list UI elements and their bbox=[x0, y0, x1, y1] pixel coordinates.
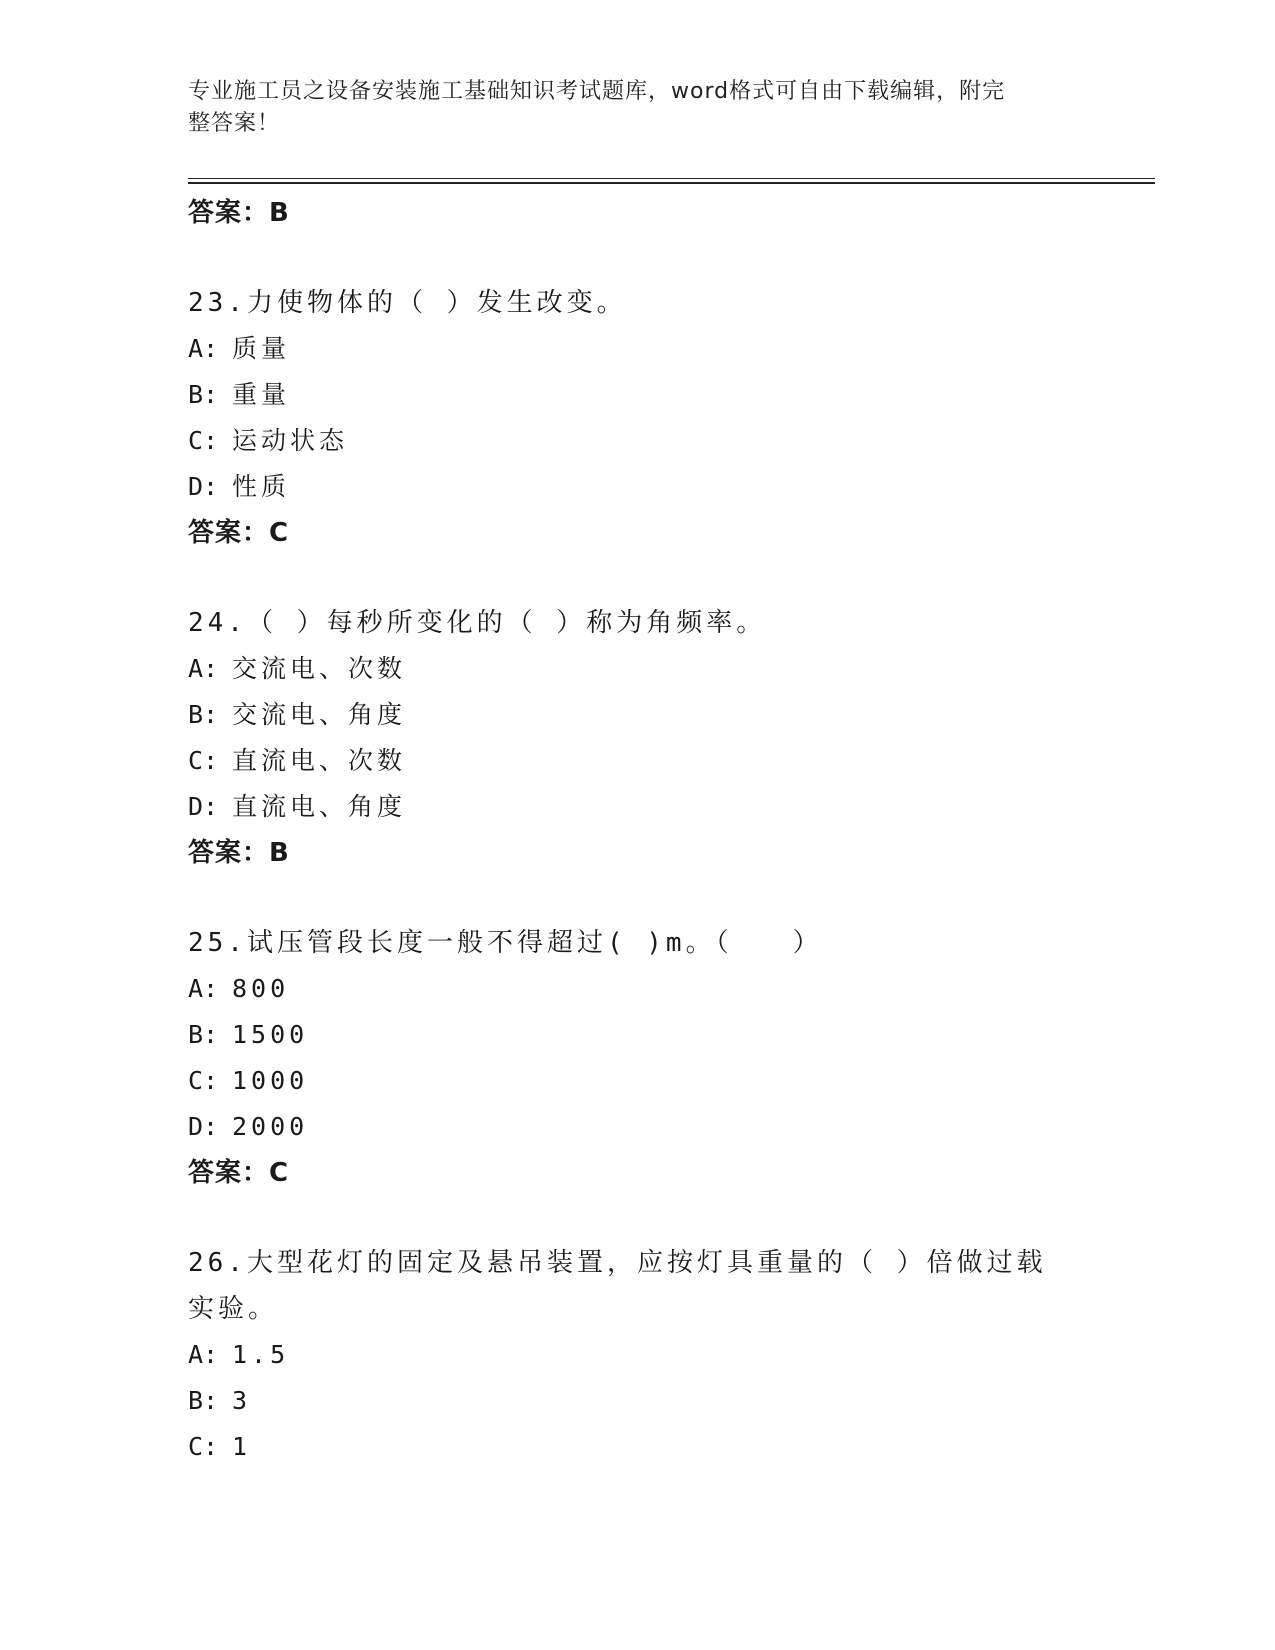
answer: 答案：C bbox=[188, 1158, 290, 1188]
option-letter: D: bbox=[188, 792, 219, 821]
header-line-2: 整答案！ bbox=[188, 111, 281, 136]
question-block bbox=[188, 920, 1088, 1196]
question-block bbox=[188, 280, 1088, 556]
answer: 答案：C bbox=[188, 518, 290, 548]
option-text: 800 bbox=[232, 974, 290, 1003]
option-text: 1.5 bbox=[232, 1340, 290, 1369]
option-letter: B: bbox=[188, 380, 219, 409]
header-divider-thick bbox=[188, 182, 1155, 184]
option-a bbox=[188, 966, 1088, 1012]
option-b bbox=[188, 372, 1088, 418]
option-a bbox=[188, 326, 1088, 372]
option-text: 重量 bbox=[232, 380, 291, 409]
option-letter: A: bbox=[188, 1340, 219, 1369]
option-c bbox=[188, 1058, 1088, 1104]
spacer bbox=[188, 876, 1088, 920]
question-text: 26.大型花灯的固定及悬吊装置，应按灯具重量的（ ）倍做过载实验。 bbox=[188, 1248, 1047, 1324]
option-letter: A: bbox=[188, 974, 219, 1003]
option-text: 交流电、次数 bbox=[232, 654, 407, 683]
option-letter: B: bbox=[188, 1020, 219, 1049]
option-text: 1 bbox=[232, 1432, 252, 1461]
question-block bbox=[188, 600, 1088, 876]
option-letter: A: bbox=[188, 334, 219, 363]
option-letter: D: bbox=[188, 1112, 219, 1141]
option-c bbox=[188, 738, 1088, 784]
option-text: 2000 bbox=[232, 1112, 309, 1141]
option-text: 1000 bbox=[232, 1066, 309, 1095]
spacer bbox=[188, 556, 1088, 600]
spacer bbox=[188, 236, 1088, 280]
question-text: 23.力使物体的（ ）发生改变。 bbox=[188, 288, 627, 318]
option-d bbox=[188, 1104, 1088, 1150]
answer: 答案：B bbox=[188, 838, 290, 868]
option-a bbox=[188, 1332, 1088, 1378]
question-text: 24.（ ）每秒所变化的（ ）称为角频率。 bbox=[188, 608, 767, 638]
option-letter: C: bbox=[188, 1432, 219, 1461]
option-letter: C: bbox=[188, 746, 219, 775]
option-letter: D: bbox=[188, 472, 219, 501]
question-list bbox=[188, 190, 1088, 1470]
option-letter: B: bbox=[188, 700, 219, 729]
header-divider-thin bbox=[188, 178, 1155, 179]
option-d bbox=[188, 464, 1088, 510]
question-text: 25.试压管段长度一般不得超过( )m。（ ） bbox=[188, 928, 823, 958]
option-b bbox=[188, 692, 1088, 738]
header-line-1: 专业施工员之设备安装施工基础知识考试题库，word格式可自由下载编辑，附完 bbox=[188, 79, 1006, 104]
option-text: 直流电、次数 bbox=[232, 746, 407, 775]
previous-answer: 答案：B bbox=[188, 198, 290, 228]
option-c bbox=[188, 1424, 1088, 1470]
option-text: 3 bbox=[232, 1386, 252, 1415]
option-b bbox=[188, 1378, 1088, 1424]
option-text: 质量 bbox=[232, 334, 291, 363]
option-letter: C: bbox=[188, 1066, 219, 1095]
option-text: 运动状态 bbox=[232, 426, 349, 455]
option-letter: A: bbox=[188, 654, 219, 683]
question-block bbox=[188, 1240, 1088, 1470]
option-d bbox=[188, 784, 1088, 830]
option-text: 性质 bbox=[232, 472, 291, 501]
option-a bbox=[188, 646, 1088, 692]
option-letter: C: bbox=[188, 426, 219, 455]
option-text: 直流电、角度 bbox=[232, 792, 407, 821]
spacer bbox=[188, 1196, 1088, 1240]
option-b bbox=[188, 1012, 1088, 1058]
option-text: 交流电、角度 bbox=[232, 700, 407, 729]
option-letter: B: bbox=[188, 1386, 219, 1415]
option-text: 1500 bbox=[232, 1020, 309, 1049]
document-header bbox=[188, 76, 1088, 140]
option-c bbox=[188, 418, 1088, 464]
